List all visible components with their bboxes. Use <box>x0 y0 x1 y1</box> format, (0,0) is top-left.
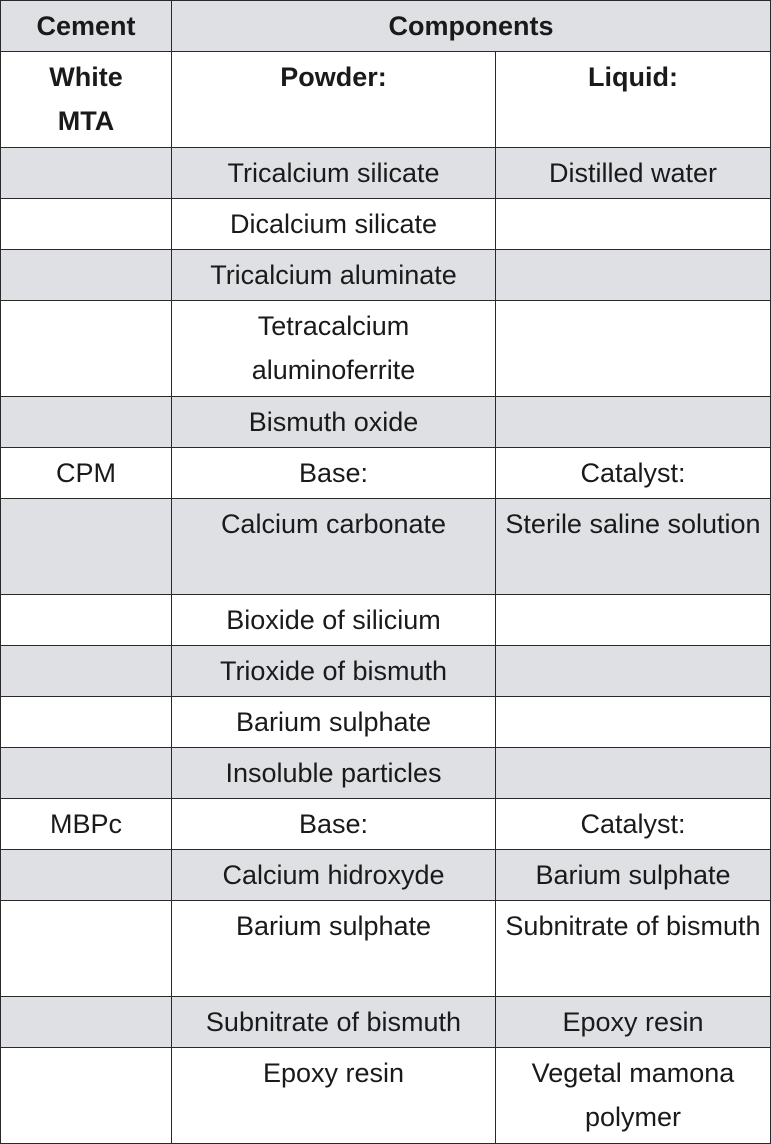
component-cell: Bioxide of silicium <box>172 595 496 646</box>
component-cell <box>496 397 771 448</box>
cement-cell <box>1 901 172 997</box>
component-cell <box>496 199 771 250</box>
cement-cell: CPM <box>1 448 172 499</box>
cement-cell <box>1 1048 172 1144</box>
cement-cell <box>1 301 172 397</box>
component-cell: Barium sulphate <box>496 850 771 901</box>
table-row <box>1 646 771 697</box>
component-cell: Epoxy resin <box>172 1048 496 1144</box>
component-cell: Epoxy resin <box>496 997 771 1048</box>
table-row <box>1 799 771 850</box>
table-row <box>1 1048 771 1144</box>
component-cell: Barium sulphate <box>172 901 496 997</box>
table-row <box>1 499 771 595</box>
table-row <box>1 697 771 748</box>
component-cell: Catalyst: <box>496 799 771 850</box>
cement-cell <box>1 997 172 1048</box>
header-cement: Cement <box>1 1 172 52</box>
table-row <box>1 748 771 799</box>
component-cell: Liquid: <box>496 52 771 148</box>
component-cell: Trioxide of bismuth <box>172 646 496 697</box>
component-cell: Tricalcium silicate <box>172 148 496 199</box>
component-cell: Barium sulphate <box>172 697 496 748</box>
cement-cell <box>1 697 172 748</box>
component-cell <box>496 301 771 397</box>
component-cell: Calcium carbonate <box>172 499 496 595</box>
cement-cell: MBPc <box>1 799 172 850</box>
cement-cell <box>1 199 172 250</box>
component-cell: Subnitrate of bismuth <box>172 997 496 1048</box>
component-cell <box>496 250 771 301</box>
cement-cell <box>1 148 172 199</box>
cement-cell <box>1 52 172 148</box>
header-components: Components <box>172 1 771 52</box>
table-row <box>1 301 771 397</box>
header-row <box>1 1 771 52</box>
component-cell: Catalyst: <box>496 448 771 499</box>
component-cell: Sterile saline solution <box>496 499 771 595</box>
cement-name-line2: MTA <box>57 106 115 136</box>
table-row <box>1 997 771 1048</box>
table-row <box>1 850 771 901</box>
component-cell: Subnitrate of bismuth <box>496 901 771 997</box>
cement-cell <box>1 850 172 901</box>
component-cell <box>496 748 771 799</box>
component-cell: Base: <box>172 448 496 499</box>
component-cell: Bismuth oxide <box>172 397 496 448</box>
component-cell: Base: <box>172 799 496 850</box>
component-cell: Dicalcium silicate <box>172 199 496 250</box>
table-row <box>1 397 771 448</box>
cement-name-line1: White <box>49 62 123 92</box>
component-cell: Tetracalcium aluminoferrite <box>172 301 496 397</box>
component-cell <box>496 646 771 697</box>
table-row <box>1 901 771 997</box>
table-row <box>1 199 771 250</box>
table-row <box>1 250 771 301</box>
component-cell <box>496 697 771 748</box>
cement-cell <box>1 748 172 799</box>
cement-cell <box>1 646 172 697</box>
component-cell: Vegetal mamona polymer <box>496 1048 771 1144</box>
component-cell: Distilled water <box>496 148 771 199</box>
table-row <box>1 148 771 199</box>
cement-cell <box>1 499 172 595</box>
component-cell <box>496 595 771 646</box>
component-cell: Calcium hidroxyde <box>172 850 496 901</box>
table-row <box>1 52 771 148</box>
component-cell: Powder: <box>172 52 496 148</box>
cement-cell <box>1 397 172 448</box>
component-cell: Insoluble particles <box>172 748 496 799</box>
table-row <box>1 595 771 646</box>
cement-cell <box>1 250 172 301</box>
component-cell: Tricalcium aluminate <box>172 250 496 301</box>
cement-cell <box>1 595 172 646</box>
table-row <box>1 448 771 499</box>
